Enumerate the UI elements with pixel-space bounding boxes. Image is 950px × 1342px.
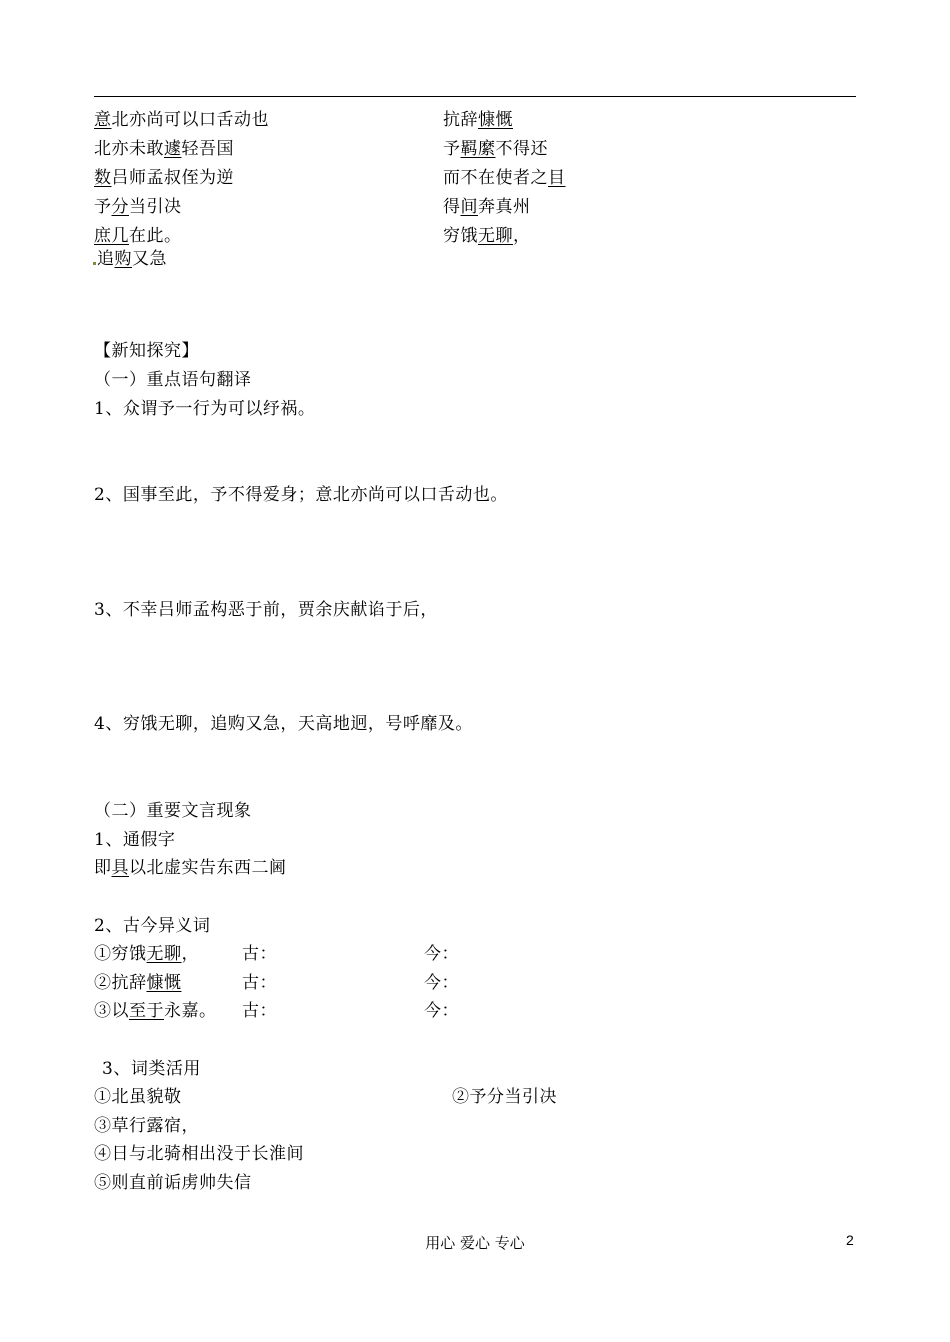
cilei-item: ③草行露宿， [94, 1116, 199, 1136]
cilei-item: ①北虽貌敬 [94, 1087, 182, 1107]
vocab-item: 意北亦尚可以口舌动也 [94, 110, 269, 130]
jin-label: 今： [424, 944, 459, 964]
gujin-item: ③以至于永嘉。 [94, 1001, 217, 1021]
cursor-mark [93, 262, 96, 265]
vocab-item: 追购又急 [97, 249, 167, 269]
gu-label: 古： [242, 973, 277, 993]
jin-label: 今： [424, 1001, 459, 1021]
section-title: 【新知探究】 [94, 341, 199, 361]
subsection-title: 3、词类活用 [102, 1059, 201, 1079]
cilei-item: ②予分当引决 [452, 1087, 557, 1107]
translation-sentence: 3、不幸吕师孟构恶于前，贾余庆献谄于后， [94, 600, 438, 620]
cilei-item: ④日与北骑相出没于长淮间 [94, 1144, 304, 1164]
vocab-item: 而不在使者之目 [443, 168, 566, 188]
vocab-item: 抗辞慷慨 [443, 110, 513, 130]
vocab-item: 数吕师孟叔侄为逆 [94, 168, 234, 188]
translation-sentence: 4、穷饿无聊，追购又急，天高地迥，号呼靡及。 [94, 714, 473, 734]
vocab-item: 予羁縻不得还 [443, 139, 548, 159]
part-title: （二）重要文言现象 [94, 801, 252, 821]
page-footer: 用心 爱心 专心 [425, 1234, 525, 1252]
page-number: 2 [846, 1232, 854, 1248]
gujin-item: ①穷饿无聊， [94, 944, 199, 964]
vocab-item: 庶几在此。 [94, 226, 182, 246]
vocab-item: 得间奔真州 [443, 197, 531, 217]
gu-label: 古： [242, 944, 277, 964]
gujin-item: ②抗辞慷慨 [94, 973, 182, 993]
tongjia-example: 即具以北虚实告东西二阃 [94, 858, 287, 878]
vocab-item: 穷饿无聊， [443, 226, 531, 246]
subsection-title: 1、通假字 [94, 830, 176, 850]
gu-label: 古： [242, 1001, 277, 1021]
vocab-item: 北亦未敢遽轻吾国 [94, 139, 234, 159]
part-title: （一）重点语句翻译 [94, 370, 252, 390]
jin-label: 今： [424, 973, 459, 993]
translation-sentence: 2、国事至此，予不得爱身；意北亦尚可以口舌动也。 [94, 485, 508, 505]
header-rule [94, 96, 856, 97]
subsection-title: 2、古今异义词 [94, 916, 211, 936]
vocab-item: 予分当引决 [94, 197, 182, 217]
translation-sentence: 1、众谓予一行为可以纾祸。 [94, 399, 316, 419]
cilei-item: ⑤则直前诟虏帅失信 [94, 1173, 252, 1193]
